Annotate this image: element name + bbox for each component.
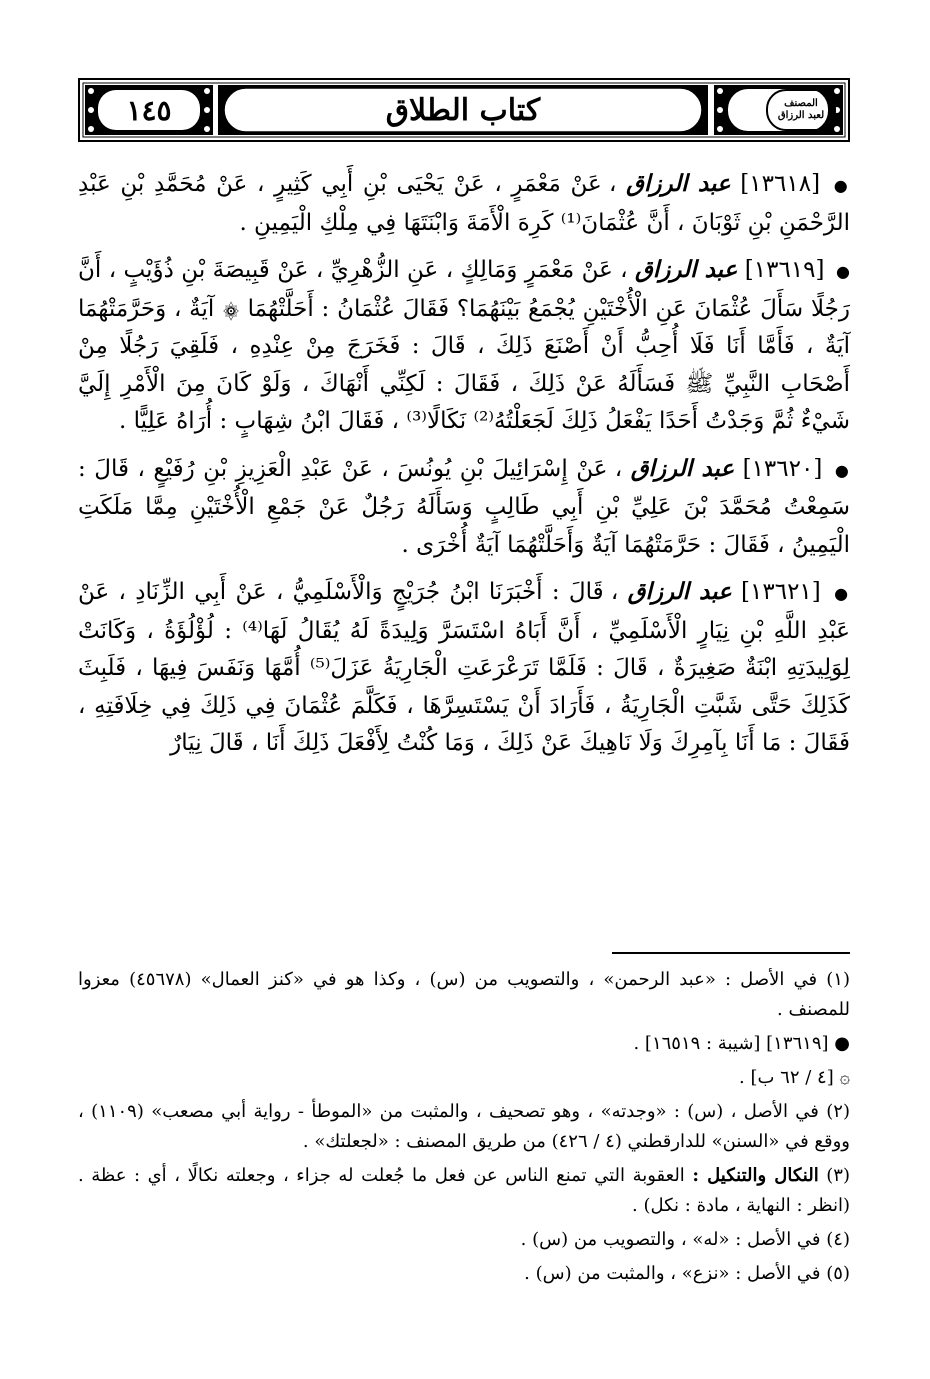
footnote xyxy=(78,1097,850,1157)
entry-number: [١٣٦٢٠] xyxy=(742,455,823,482)
footnote xyxy=(78,965,850,1025)
footnote xyxy=(78,1259,850,1289)
entry-text: ، عَنْ مَعْمَرٍ ، عَنْ يَحْيَى بْنِ أَبِي كَثِيرٍ ، عَنْ مُحَمَّدِ بْنِ عَبْدِ الرَّحْمَنِ بْنِ ثَوْبَانَ ، أَنَّ عُثْمَانَ⁽¹⁾ كَرِهَ الْأَمَةَ وَابْنَتَهَا فِي مِلْكِ الْيَمِينِ . xyxy=(78,171,850,236)
entry-number: [١٣٦١٩] xyxy=(744,257,825,283)
entry-number: [١٣٦١٨] xyxy=(740,171,821,197)
emblem-line-2: لعبد الرزاق xyxy=(777,110,825,121)
footnotes xyxy=(78,965,850,1293)
footnote xyxy=(78,1225,850,1255)
footnote-label: (٣) xyxy=(826,1165,850,1186)
entry-source: عبد الرزاق xyxy=(630,454,735,482)
entry-bullet: ● xyxy=(833,176,851,195)
entry-text: ، عَنْ إِسْرَائِيلَ بْنِ يُونُسَ ، عَنْ عَبْدِ الْعَزِيزِ بْنِ رُفَيْعٍ ، قَالَ : سَمِعْتُ مُحَمَّدَ بْنَ عَلِيِّ بْنِ أَبِي طَالِبٍ وَسَأَلَهُ رَجُلٌ عَنْ جَمْعِ الْأُخْتَيْنِ مِمَّا مَلَكَتِ الْيَمِينُ ، فَقَالَ : حَرَّمَتْهُمَا آيَةٌ وَأَحَلَّتْهُمَا آيَةٌ أُخْرَى . xyxy=(78,455,850,558)
footnote-text: في الأصل : «نزع» ، والمثبت من (س) . xyxy=(524,1263,821,1284)
footnote xyxy=(78,1029,850,1059)
entry-bullet: ● xyxy=(834,584,850,603)
book-emblem xyxy=(760,86,842,134)
entry-text: ، قَالَ : أَخْبَرَنَا ابْنُ جُرَيْجٍ وَالْأَسْلَمِيُّ ، عَنْ أَبِي الزِّنَادِ ، عَنْ عَبْدِ اللَّهِ بْنِ نِيَارٍ الْأَسْلَمِيِّ ، أَنَّ أَبَاهُ اسْتَسَرَّ وَلِيدَةً لَهُ يُقَالُ لَهَا⁽⁴⁾ : لُؤْلُؤَةُ ، وَكَانَتْ لِوَلِيدَتِهِ ابْنَةٌ صَغِيرَةٌ ، قَالَ : فَلَمَّا تَرَعْرَعَتِ الْجَارِيَةُ عَزَلَ⁽⁵⁾ أُمَّهَا وَنَفَسَ فِيهَا ، فَلَبِثَ كَذَلِكَ حَتَّى شَبَّتِ الْجَارِيَةُ ، فَأَرَادَ أَنْ يَسْتَسِرَّهَا ، فَكَلَّمَ عُثْمَانَ فِي ذَلِكَ فِي خِلَافَتِهِ ، فَقَالَ : مَا أَنَا بِآمِرِكَ وَلَا نَاهِيكَ عَنْ ذَلِكَ ، وَمَا كُنْتُ لِأَفْعَلَ ذَلِكَ أَنَا ، قَالَ نِيَارٌ xyxy=(78,579,850,756)
footnote-text: في الأصل ، (س) : «وجدته» ، وهو تصحيف ، والمثبت من «الموطأ - رواية أبي مصعب» (١١٠٩) ، ووقع في «السنن» للدارقطني (٤ / ٤٢٦) من طريق المصنف : «لجعلتك» . xyxy=(78,1101,850,1152)
footnote-text: [٤ / ٦٢ ب] . xyxy=(739,1067,834,1088)
footnote-label: (١) xyxy=(826,969,850,990)
chapter-title: كتاب الطلاق xyxy=(385,92,541,128)
entry-bullet: ● xyxy=(835,262,851,281)
footnote-label: ۞ xyxy=(839,1067,850,1088)
footnote-text: في الأصل : «له» ، والتصويب من (س) . xyxy=(520,1229,821,1250)
entry-text: ، عَنْ مَعْمَرٍ وَمَالِكٍ ، عَنِ الزُّهْرِيِّ ، عَنْ قَبِيصَةَ بْنِ ذُؤَيْبٍ ، أَنَّ رَجُلًا سَأَلَ عُثْمَانَ عَنِ الْأُخْتَيْنِ يُجْمَعُ بَيْنَهُمَا؟ فَقَالَ عُثْمَانُ : أَحَلَّتْهُمَا ۞ آيَةٌ ، وَحَرَّمَتْهُمَا آيَةٌ ، فَأَمَّا أَنَا فَلَا أُحِبُّ أَنْ أَصْنَعَ ذَلِكَ ، قَالَ : فَخَرَجَ مِنْ عِنْدِهِ ، فَلَقِيَ رَجُلًا مِنْ أَصْحَابِ النَّبِيِّ ﷺ فَسَأَلَهُ عَنْ ذَلِكَ ، فَقَالَ : لَكِنِّي أَنْهَاكَ ، وَلَوْ كَانَ مِنَ الْأَمْرِ إِلَيَّ شَيْءٌ ثُمَّ وَجَدْتُ أَحَدًا يَفْعَلُ ذَلِكَ لَجَعَلْتُهُ⁽²⁾ نَكَالًا⁽³⁾ ، فَقَالَ ابْنُ شِهَابٍ : أُرَاهُ عَلِيًّا . xyxy=(78,257,850,434)
footnote-label: (٥) xyxy=(826,1263,850,1284)
footnote-text: في الأصل : «عبد الرحمن» ، والتصويب من (س) ، وكذا هو في «كنز العمال» (٤٥٦٧٨) معزوا للمصنف . xyxy=(78,969,850,1020)
footnote-label: (٢) xyxy=(826,1101,850,1122)
emblem-line-1: المصنف xyxy=(784,98,818,109)
entry-source: عبد الرزاق xyxy=(627,578,732,605)
footnote-divider xyxy=(612,952,850,954)
entry-number: [١٣٦٢١] xyxy=(741,579,821,605)
hadith-entry xyxy=(78,165,850,242)
hadith-entry xyxy=(78,450,850,565)
footnote-term: النكال والتنكيل : xyxy=(692,1165,819,1186)
entry-bullet: ● xyxy=(834,460,851,480)
hadith-entry xyxy=(78,573,850,763)
page-number: ١٤٥ xyxy=(126,93,172,127)
footnote-text: العقوبة التي تمنع الناس عن فعل ما جُعلت له جزاء ، وجعلته نكالًا ، أي : عظة . (انظر : النهاية ، مادة : نكل) . xyxy=(78,1165,850,1216)
footnote xyxy=(78,1161,850,1221)
main-text xyxy=(78,165,850,772)
entry-source: عبد الرزاق xyxy=(635,256,738,283)
footnote xyxy=(78,1063,850,1093)
emblem-badge xyxy=(766,89,836,131)
page-header xyxy=(78,78,850,142)
entry-source: عبد الرزاق xyxy=(626,170,731,197)
footnote-label: ● xyxy=(834,1033,850,1054)
footnote-text: [١٣٦١٩] [شيبة : ١٦٥١٩] . xyxy=(633,1033,829,1054)
footnote-label: (٤) xyxy=(826,1229,850,1250)
hadith-entry xyxy=(78,251,850,441)
